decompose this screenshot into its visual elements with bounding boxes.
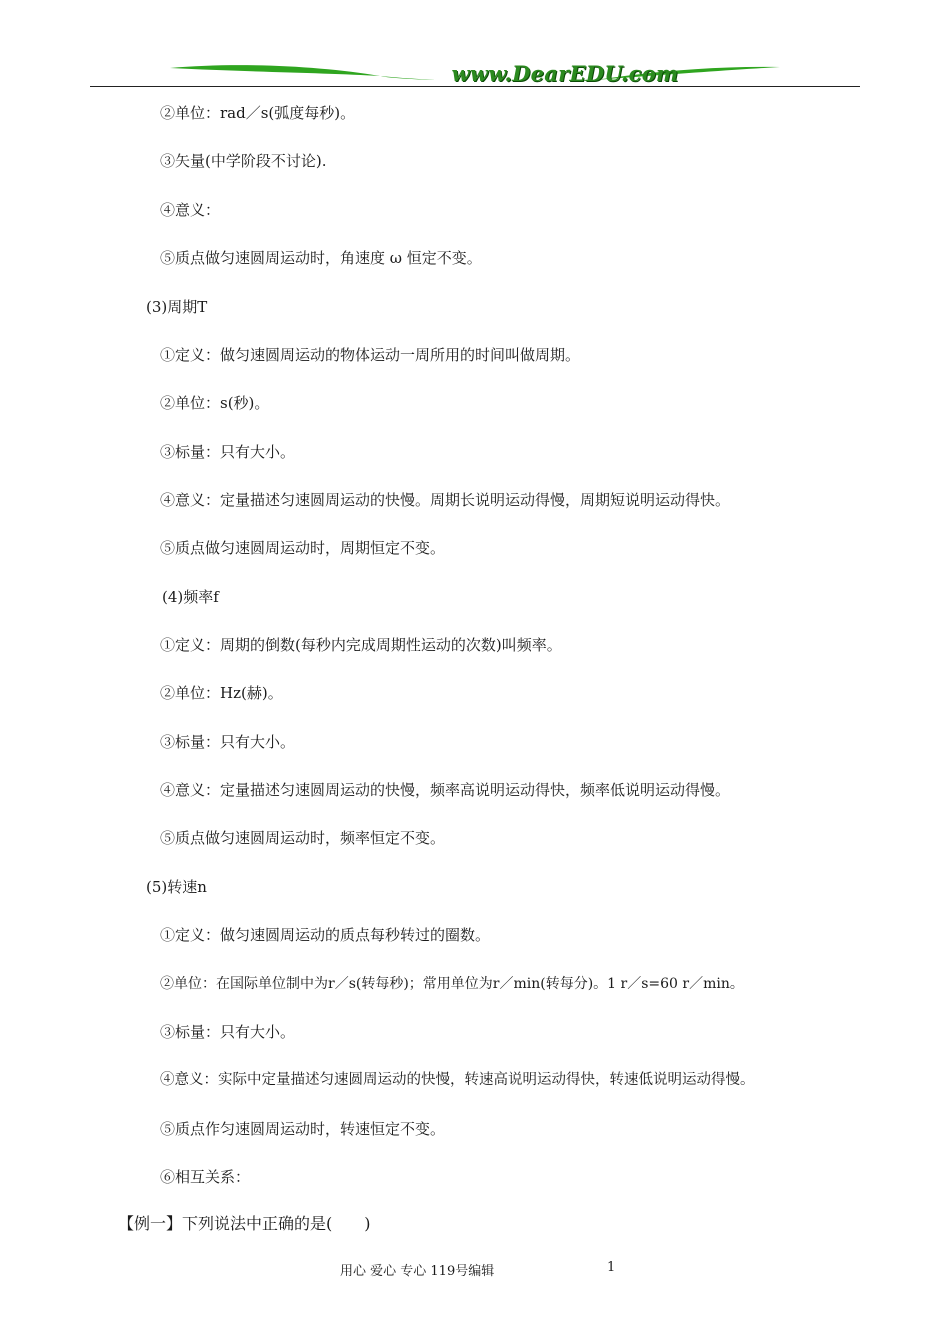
text-line: ④意义：实际中定量描述匀速圆周运动的快慢，转速高说明运动得快，转速低说明运动得慢。 [160, 1072, 755, 1088]
text-line: ⑤质点做匀速圆周运动时，角速度 ω 恒定不变。 [160, 249, 482, 267]
header-divider [90, 86, 860, 87]
text-line: ③矢量(中学阶段不讨论). [160, 152, 327, 170]
text-line: ③标量：只有大小。 [160, 443, 296, 461]
text-line: ⑤质点作匀速圆周运动时，转速恒定不变。 [160, 1120, 446, 1138]
text-line: ⑤质点做匀速圆周运动时，频率恒定不变。 [160, 829, 446, 847]
text-line: ②单位：Hz(赫)。 [160, 684, 283, 702]
text-line: ②单位：rad／s(弧度每秒)。 [160, 104, 356, 122]
section-heading: (5)转速n [146, 878, 207, 896]
text-line: ④意义：定量描述匀速圆周运动的快慢，频率高说明运动得快，频率低说明运动得慢。 [160, 781, 731, 799]
text-line: ④意义： [160, 201, 221, 219]
section-heading: (3)周期T [146, 298, 208, 316]
text-line: ⑤质点做匀速圆周运动时，周期恒定不变。 [160, 539, 446, 557]
site-logo-text: www.DearEDU.com [451, 61, 679, 86]
page-number: 1 [607, 1260, 616, 1275]
text-line: ③标量：只有大小。 [160, 1023, 296, 1041]
text-line: ②单位：在国际单位制中为r／s(转每秒)；常用单位为r／min(转每分)。1 r／s=60 r／min。 [160, 976, 744, 992]
text-line: ①定义：做匀速圆周运动的质点每秒转过的圈数。 [160, 926, 491, 944]
text-line: ①定义：周期的倒数(每秒内完成周期性运动的次数)叫频率。 [160, 636, 562, 654]
section-heading: (4)频率f [162, 588, 219, 606]
text-line: ⑥相互关系： [160, 1168, 251, 1186]
text-line: ①定义：做匀速圆周运动的物体运动一周所用的时间叫做周期。 [160, 346, 581, 364]
text-line: ②单位：s(秒)。 [160, 394, 270, 412]
footer-text: 用心 爱心 专心 119号编辑 [340, 1264, 495, 1279]
text-line: ③标量：只有大小。 [160, 733, 296, 751]
text-line: ④意义：定量描述匀速圆周运动的快慢。周期长说明运动得慢，周期短说明运动得快。 [160, 491, 731, 509]
example-heading: 【例一】下列说法中正确的是( ) [118, 1214, 371, 1233]
